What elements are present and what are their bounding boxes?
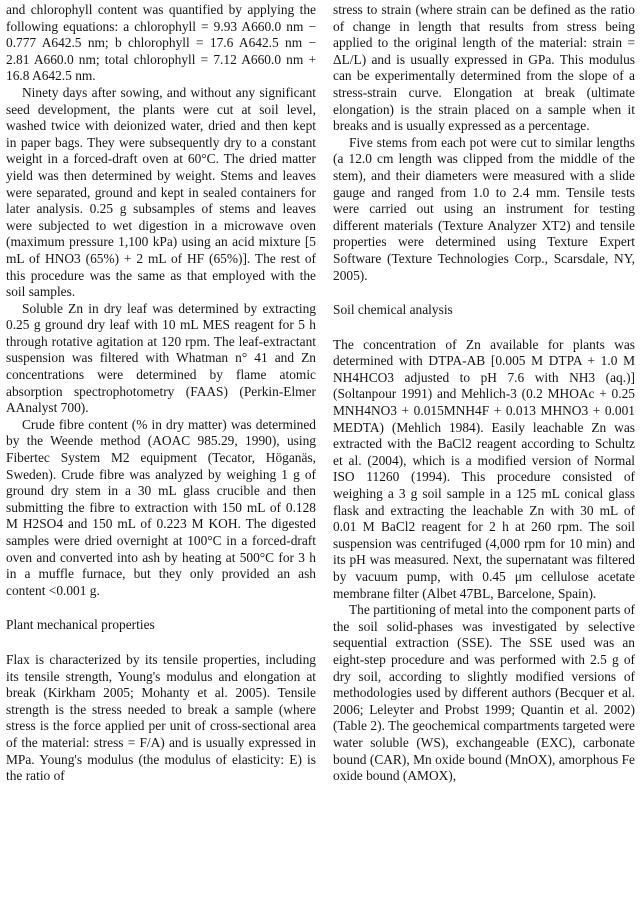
paragraph: Ninety days after sowing, and without any significant seed development, the plants were cut at soil level, washed twice with deionized water, dried and then kept in paper bags. They were subsequently dry to a constant weight in a forced-draft oven at 60°C. The dried matter yield was then determined by weight. Stems and leaves were separated, ground and kept in sealed containers for later analysis. 0.25 g subsamples of stems and leaves were subjected to wet digestion in a microwave oven (maximum pressure 1,100 kPa) using an acid mixture [5 mL of HNO3 (65%) + 2 mL of HF (65%)]. The rest of this procedure was the same as that employed with the soil samples. [6,84,316,300]
paragraph: Flax is characterized by its tensile properties, including its tensile strength, Young's modulus and elongation at break (Kirkham 2005; Mohanty et al. 2005). Tensile strength is the stress needed to break a sample (where stress is the force applied per unit of cross-sectional area of the material: stress = F/A) and is usually expressed in MPa. Young's modulus (the modulus of elasticity: E) is the ratio of [6,651,316,784]
paragraph: Five stems from each pot were cut to similar lengths (a 12.0 cm length was clipped from the middle of the stem), and their diameters were measured with a slide gauge and ranged from 1.0 to 2.4 mm. Tensile tests were carried out using an instrument for testing different materials (Texture Analyzer XT2) and tensile properties were determined using Texture Expert Software (Texture Technologies Corp., Scarsdale, NY, 2005). [333,134,635,283]
section-heading: Soil chemical analysis [333,302,453,318]
right-column [333,2,635,785]
paragraph: Soluble Zn in dry leaf was determined by extracting 0.25 g ground dry leaf with 10 mL MES reagent for 5 h through rotative agitation at 120 rpm. The leaf-extractant suspension was filtered with Whatman n° 41 and Zn concentrations were determined by flame atomic absorption spectrophotometry (FAAS) (Perkin-Elmer AAnalyst 700). [6,300,316,416]
paragraph: and chlorophyll content was quantified by applying the following equations: a chlorophyll = 9.93 A660.0 nm − 0.777 A642.5 nm; b chlorophyll = 17.6 A642.5 nm − 2.81 A660.0 nm; total chlorophyll = 7.12 A660.0 nm + 16.8 A642.5 nm. [6,2,316,84]
paragraph: The partitioning of metal into the component parts of the soil solid-phases was investigated by selective sequential extraction (SSE). The SSE used was an eight-step procedure and was performed with 2.5 g of dry soil, according to slightly modified versions of methodologies used by different authors (Becquer et al. 2006; Leleyter and Probst 1999; Quantin et al. 2002) (Table 2). The geochemical compartments targeted were water soluble (WS), exchangeable (EXC), carbonate bound (CAR), Mn oxide bound (MnOX), amorphous Fe oxide bound (AMOX), [333,602,635,784]
paragraph: Crude fibre content (% in dry matter) was determined by the Weende method (AOAC 985.29, 1990), using Fibertec System M2 equipment (Tecator, Höganäs, Sweden). Crude fibre was analyzed by weighing 1 g of ground dry stem in a 30 mL glass crucible and then submitting the fibre to extraction with 150 mL of 0.128 M H2SO4 and 150 mL of 0.223 M KOH. The digested samples were dried overnight at 100°C in a forced-draft oven and converted into ash by heating at 500°C for 3 h in a muffle furnace, but they only provided an ash content <0.001 g. [6,416,316,598]
paragraph: stress to strain (where strain can be defined as the ratio of change in length that results from stress being applied to the original length of the material: strain = ΔL/L) and is usually expressed in GPa. This modulus can be experimentally determined from the slope of a stress-strain curve. Elongation at break (ultimate elongation) is the strain placed on a sample when it breaks and is usually expressed as a percentage. [333,2,635,134]
section-heading: Plant mechanical properties [6,617,155,633]
paragraph: The concentration of Zn available for plants was determined with DTPA-AB [0.005 M DTPA + 1.0 M NH4HCO3 adjusted to pH 7.6 with NH3 (aq.)] (Soltanpour 1991) and Mehlich-3 (0.2 MHOAc + 0.25 MNH4NO3 + 0.015MNH4F + 0.013 MHNO3 + 0.001 MEDTA) (Mehlich 1984). Easily leachable Zn was extracted with the BaCl2 reagent according to Schultz et al. (2004), which is a modified version of Normal ISO 11260 (1994). This procedure consisted of weighing a 3 g soil sample in a 125 mL conical glass flask and extracting the leachable Zn with 30 mL of 0.01 M BaCl2 reagent for 2 h at 260 rpm. The soil suspension was centrifuged (4,000 rpm for 10 min) and its pH was measured. Next, the supernatant was filtered by vacuum pump, with 0.45 μm cellulose acetate membrane filter (Albet 47BL, Barcelone, Spain). [333,336,635,601]
left-column [6,2,316,785]
